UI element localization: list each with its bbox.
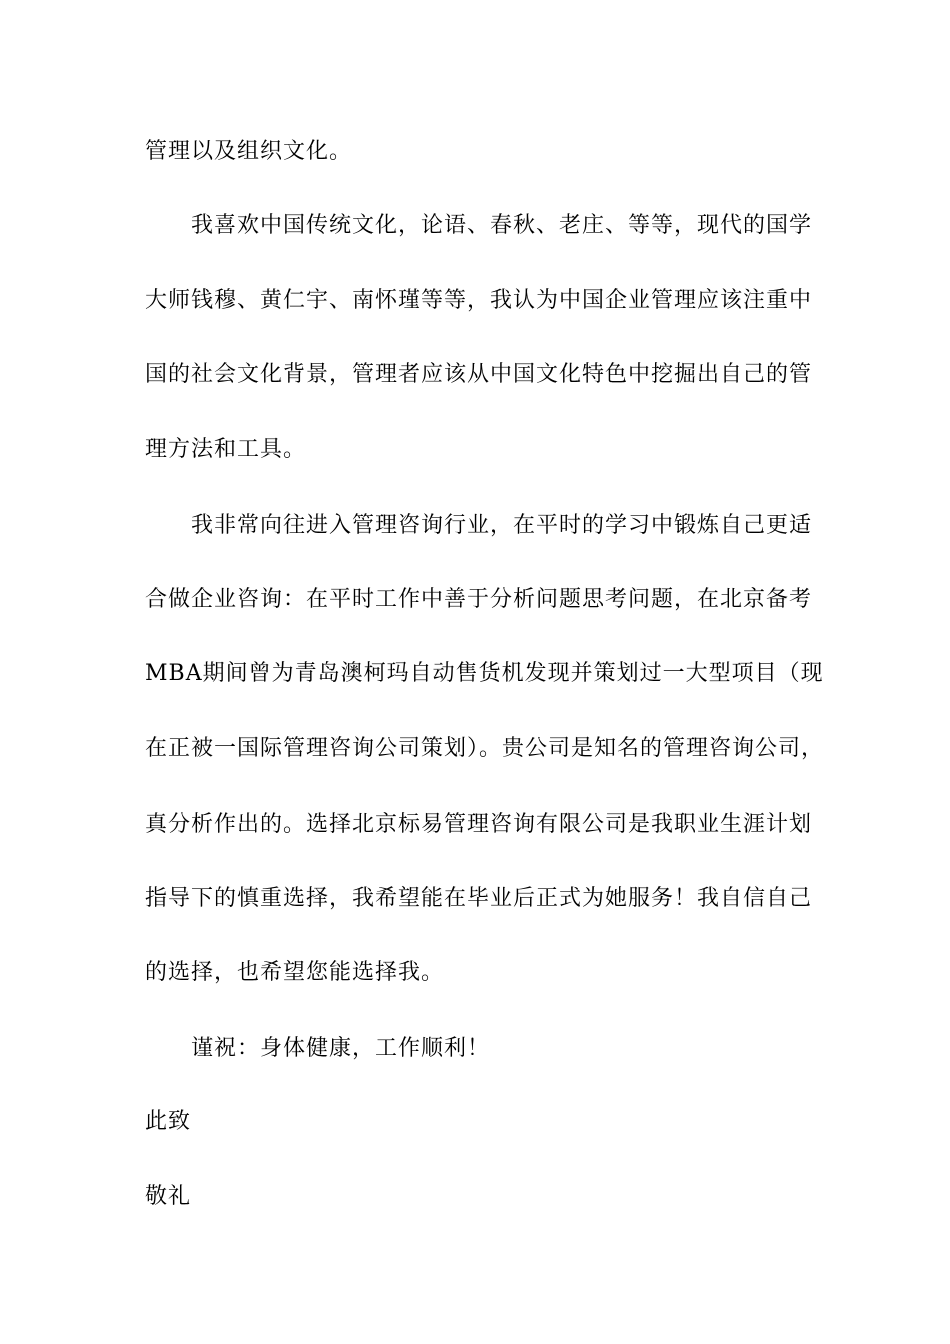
text-line: 在正被一国际管理咨询公司策划）。贵公司是知名的管理咨询公司，: [145, 736, 825, 761]
text-line: 大师钱穆、黄仁宇、南怀瑾等等，我认为中国企业管理应该注重中: [145, 288, 813, 313]
text-line: 的选择，也希望您能选择我。: [145, 960, 445, 985]
salutation-respect: 敬礼: [145, 1184, 192, 1209]
paragraph-start-line: 我非常向往进入管理咨询行业，在平时的学习中锻炼自己更适: [191, 513, 813, 538]
text-line: 合做企业咨询：在平时工作中善于分析问题思考问题，在北京备考: [145, 587, 813, 612]
text-line: 国的社会文化背景，管理者应该从中国文化特色中挖掘出自己的管: [145, 362, 813, 387]
text-line: 管理以及组织文化。: [145, 139, 353, 164]
text-line: MBA期间曾为青岛澳柯玛自动售货机发现并策划过一大型项目（现: [145, 661, 824, 686]
text-line: 理方法和工具。: [145, 437, 307, 462]
text-line: 真分析作出的。选择北京标易管理咨询有限公司是我职业生涯计划: [145, 812, 813, 837]
closing-wishes: 谨祝：身体健康，工作顺利！: [191, 1036, 491, 1061]
salutation-closing: 此致: [145, 1109, 192, 1134]
paragraph-start-line: 我喜欢中国传统文化，论语、春秋、老庄、等等，现代的国学: [191, 213, 813, 238]
text-line: 指导下的慎重选择，我希望能在毕业后正式为她服务！我自信自己: [145, 886, 813, 911]
